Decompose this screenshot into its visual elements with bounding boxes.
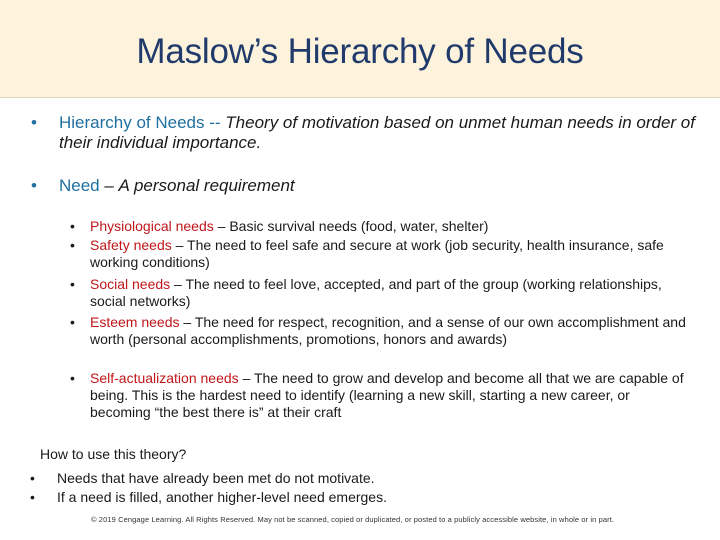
bullet-dot: • [31,176,37,195]
need-term: Safety needs [90,237,172,253]
need-text: – The need to feel love, accepted, and part of the group (working relationships, social networks) [90,276,662,309]
need-text: – The need to grow and develop and become all that we are capable of being. This is the hardest need to identify (learning a new skill, starting a new career, or becoming “the best there is” at their craft [90,370,684,420]
copyright-footer: © 2019 Cengage Learning. All Rights Reserved. May not be scanned, copied or duplicated, or posted to a publicly accessible website, in whole or in part. [91,515,615,524]
definition-hierarchy: Theory of motivation based on unmet human needs in order of their individual importance. [59,113,695,152]
bullet-dot: • [70,370,75,386]
need-text: – The need to feel safe and secure at work (job security, health insurance, safe working conditions) [90,237,664,270]
need-term: Self-actualization needs [90,370,239,386]
need-term: Social needs [90,276,171,292]
need-term: Physiological needs [90,218,214,234]
page-title: Maslow’s Hierarchy of Needs [136,32,584,71]
term-hierarchy-of-needs: Hierarchy of Needs [59,113,205,132]
bullet-dot: • [70,276,75,292]
bullet-dot: • [30,470,35,486]
usage-point-2 [30,489,387,506]
need-term: Esteem needs [90,314,180,330]
bullet-dot: • [30,489,35,505]
term-dash: – [99,176,119,195]
need-text: – Basic survival needs (food, water, shelter) [213,218,489,234]
bullet-dot: • [70,314,75,330]
definition-need: A personal requirement [118,176,295,195]
usage-point-1 [30,470,375,487]
usage-point-text: If a need is filled, another higher-level need emerges. [57,489,387,505]
bullet-dot: • [31,113,37,132]
usage-point-text: Needs that have already been met do not motivate. [57,470,375,486]
bullet-dot: • [70,237,75,253]
title-banner [0,0,720,98]
term-dash: -- [204,113,226,132]
usage-heading: How to use this theory? [40,446,187,462]
bullet-dot: • [70,218,75,234]
need-text: – The need for respect, recognition, and a sense of our own accomplishment and worth (personal accomplishments, promotions, honors and awards) [90,314,686,347]
term-need: Need [59,176,100,195]
